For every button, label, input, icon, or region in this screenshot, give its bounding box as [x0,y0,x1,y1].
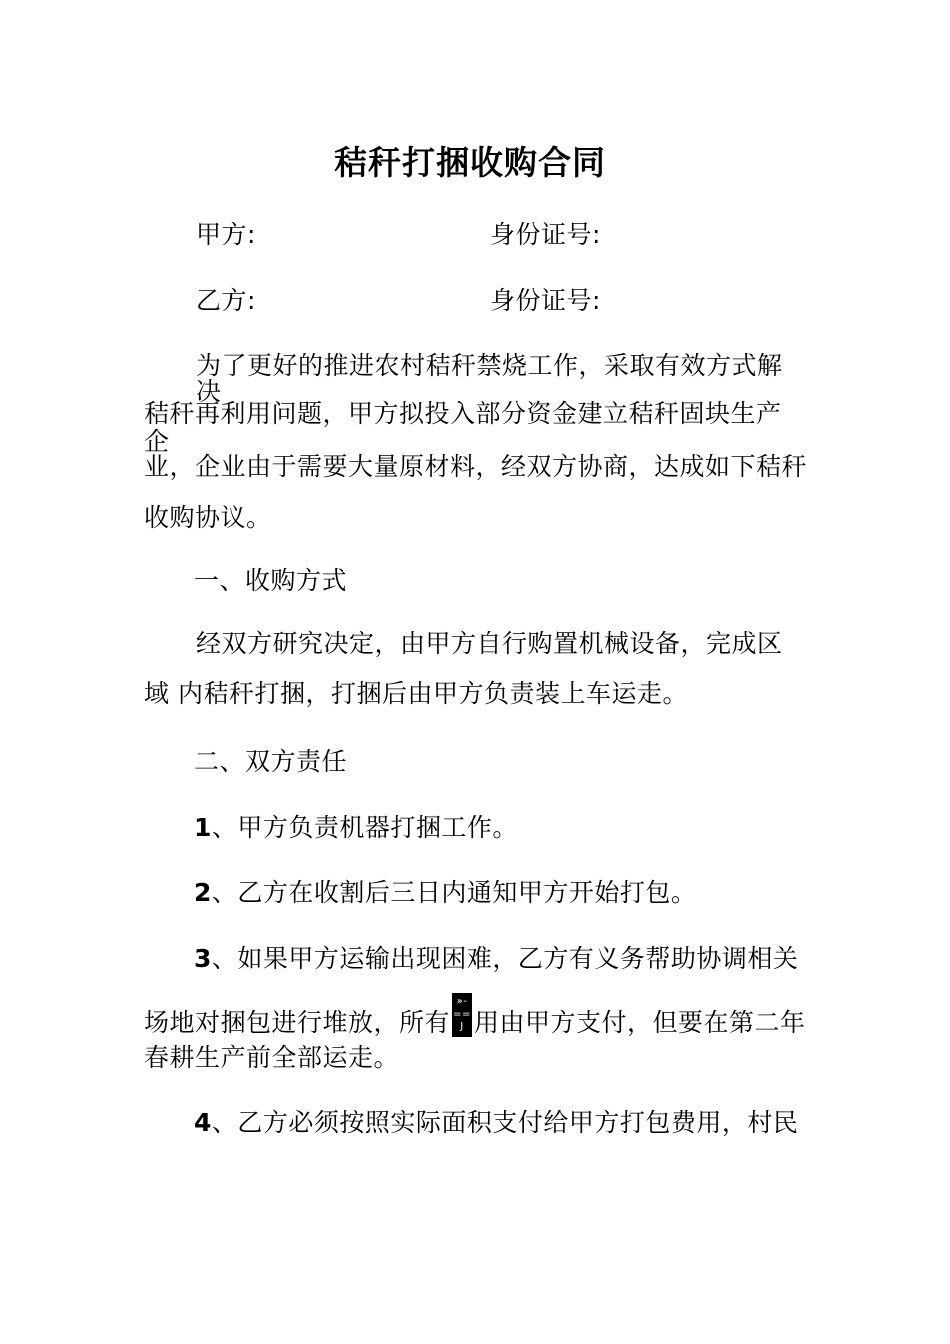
section-1-line-1: 经双方研究决定，由甲方自行购置机械设备，完成区 [196,629,783,658]
responsibility-item-3-line-3: 春耕生产前全部运走。 [144,1043,400,1072]
item-1-text: 、甲方负责机器打捆工作。 [211,813,518,842]
party-b-id-label: 身份证号: [490,286,601,315]
intro-line-1-overflow: 决 [196,377,222,406]
party-a-id-label: 身份证号: [490,220,601,249]
item-3-number: 3 [194,944,212,973]
section-1-heading: 一、收购方式 [194,566,348,595]
intro-line-2: 秸秆再利用问题，甲方拟投入部分资金建立秸秆固块生产 [144,399,782,428]
responsibility-item-4-line-1 [194,1108,798,1138]
intro-line-1: 为了更好的推进农村秸秆禁烧工作，采取有效方式解 [196,351,783,380]
item-4-number: 4 [194,1108,212,1137]
scan-artifact-mark: »- == J [452,993,472,1037]
item-4-text-line-1: 、乙方必须按照实际面积支付给甲方打包费用，村民 [211,1108,799,1137]
responsibility-item-2 [194,878,696,908]
page-title: 秸秆打捆收购合同 [334,143,606,182]
intro-line-3: 业，企业由于需要大量原材料，经双方协商，达成如下秸秆 [144,452,808,481]
section-1-line-2: 域 内秸秆打捆，打捆后由甲方负责装上车运走。 [144,679,688,708]
intro-line-4: 收购协议。 [144,503,272,532]
item-2-number: 2 [194,878,212,907]
item-1-number: 1 [194,813,212,842]
responsibility-item-3-line-2 [144,993,806,1038]
item-3-text-line-2b: 用由甲方支付，但要在第二年 [474,1008,806,1037]
party-b-label: 乙方: [196,286,256,315]
item-2-text: 、乙方在收割后三日内通知甲方开始打包。 [211,878,697,907]
party-a-label: 甲方: [196,220,256,249]
responsibility-item-3-line-1 [194,944,798,974]
item-3-text-line-1: 、如果甲方运输出现困难，乙方有义务帮助协调相关 [211,944,799,973]
intro-line-2-overflow: 企 [144,427,170,456]
responsibility-item-1 [194,813,518,843]
item-3-text-line-2a: 场地对捆包进行堆放，所有 [144,1008,451,1037]
section-2-heading: 二、双方责任 [194,747,348,776]
